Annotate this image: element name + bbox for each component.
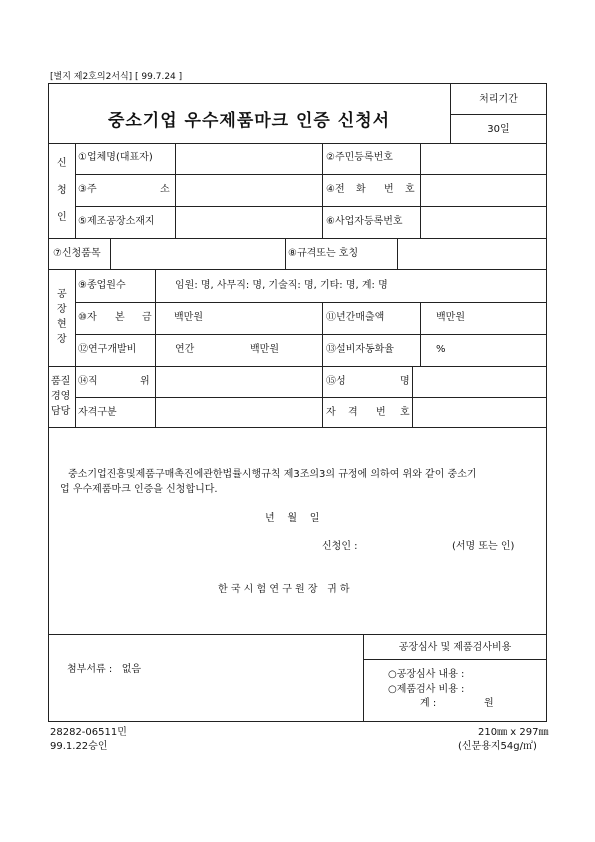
qualification-type-label: 자격구분 — [78, 407, 117, 418]
divider — [48, 427, 547, 428]
automation-rate-label: ⑬설비자동화율 — [326, 344, 394, 355]
processing-period-value: 30일 — [487, 124, 510, 135]
employees-label: ⑨종업원수 — [78, 280, 126, 291]
employees-detail: 임원: 명, 사무직: 명, 기술직: 명, 기타: 명, 계: 명 — [175, 280, 388, 291]
divider — [420, 302, 421, 366]
processing-period-label: 처리기간 — [479, 94, 518, 105]
applicant-section-char: 청 — [57, 185, 67, 196]
factory-section-char: 장 — [57, 304, 67, 315]
form-code: 28282-06511민 — [50, 727, 127, 738]
divider — [322, 143, 323, 238]
statement-line-2: 업 우수제품마크 인증을 신청합니다. — [60, 484, 218, 495]
spec-label: ⑧규격또는 호칭 — [288, 248, 359, 259]
resident-number-label: ②주민등록번호 — [326, 152, 393, 163]
phone-label-part: 호 — [405, 184, 415, 195]
statement-line-1: 중소기업진흥및제품구매촉진에관한법률시행규칙 제3조의3의 규정에 의하여 위와 같이 중소기 — [68, 469, 477, 480]
divider — [75, 143, 76, 238]
factory-section-char: 현 — [57, 319, 67, 330]
phone-label-part: 화 — [356, 184, 366, 195]
qualification-number-label: 자 — [326, 407, 336, 418]
form-frame — [48, 83, 547, 722]
form-reference: [별지 제2호의2서식] [ 99.7.24 ] — [50, 72, 183, 82]
divider — [48, 143, 547, 144]
divider — [75, 302, 547, 303]
annual-sales-label: ⑪년간매출액 — [326, 312, 385, 323]
applicant-section-char: 인 — [57, 212, 67, 223]
fee-total-label: 계 : — [420, 698, 437, 709]
product-item-label: ⑦신청품목 — [53, 248, 101, 259]
qualification-number-label-part: 격 — [348, 407, 358, 418]
paper-type: (신문용지54g/㎡) — [458, 741, 537, 752]
phone-label-part: 번 — [384, 184, 394, 195]
divider — [110, 238, 111, 269]
quality-section-line: 담당 — [51, 406, 71, 417]
capital-label-part: 금 — [142, 312, 152, 323]
rnd-yearly: 연간 — [175, 344, 195, 355]
divider — [75, 269, 76, 366]
capital-label-part: 본 — [115, 312, 125, 323]
fee-title: 공장심사 및 제품검사비용 — [398, 642, 512, 653]
approval-date: 99.1.22승인 — [50, 741, 108, 752]
divider — [48, 366, 547, 367]
divider — [420, 143, 421, 238]
name-label: ⑮성 — [326, 376, 346, 387]
applicant-section-char: 신 — [57, 158, 67, 169]
divider — [75, 174, 547, 175]
divider — [363, 659, 547, 660]
name-label-end: 명 — [400, 376, 410, 387]
product-test-fee-label: ○제품검사 비용 : — [388, 684, 465, 695]
divider — [75, 206, 547, 207]
capital-unit: 백만원 — [174, 312, 203, 323]
qualification-number-label-part: 호 — [400, 407, 410, 418]
form-title: 중소기업 우수제품마크 인증 신청서 — [107, 111, 391, 131]
application-date: 년 월 일 — [265, 513, 320, 524]
address-label: ③주 — [78, 184, 97, 195]
divider — [75, 397, 547, 398]
divider — [48, 238, 547, 239]
divider — [48, 634, 547, 635]
divider — [397, 238, 398, 269]
paper-size: 210㎜ x 297㎜ — [478, 727, 549, 738]
quality-section-line: 품질 — [51, 376, 71, 387]
factory-location-label: ⑤제조공장소재지 — [78, 216, 155, 227]
divider — [322, 302, 323, 366]
automation-rate-unit: % — [436, 344, 446, 355]
business-number-label: ⑥사업자등록번호 — [326, 216, 403, 227]
company-name-label: ①업체명(대표자) — [78, 152, 153, 163]
annual-sales-unit: 백만원 — [436, 312, 465, 323]
capital-label: ⑩자 — [78, 312, 97, 323]
attachments-label: 첨부서류 : 없음 — [67, 664, 142, 675]
address-label-end: 소 — [160, 184, 170, 195]
divider — [285, 238, 286, 269]
divider — [175, 143, 176, 238]
factory-audit-fee-label: ○공장심사 내용 : — [388, 669, 465, 680]
divider — [155, 269, 156, 366]
quality-section-line: 경영 — [51, 391, 71, 402]
fee-total-unit: 원 — [484, 698, 494, 709]
factory-section-char: 장 — [57, 334, 67, 345]
qualification-number-label-part: 번 — [376, 407, 386, 418]
recipient: 한 국 시 험 연 구 원 장 귀 하 — [218, 584, 350, 595]
position-label: ⑭직 — [78, 376, 98, 387]
divider — [75, 334, 547, 335]
signature-note: (서명 또는 인) — [452, 541, 515, 552]
applicant-signature-label: 신청인 : — [322, 541, 358, 552]
divider — [48, 269, 547, 270]
divider — [450, 114, 547, 115]
rnd-unit: 백만원 — [250, 344, 279, 355]
factory-section-char: 공 — [57, 289, 67, 300]
phone-label: ④전 — [326, 184, 345, 195]
rnd-cost-label: ⑫연구개발비 — [78, 344, 137, 355]
position-label-end: 위 — [140, 376, 150, 387]
